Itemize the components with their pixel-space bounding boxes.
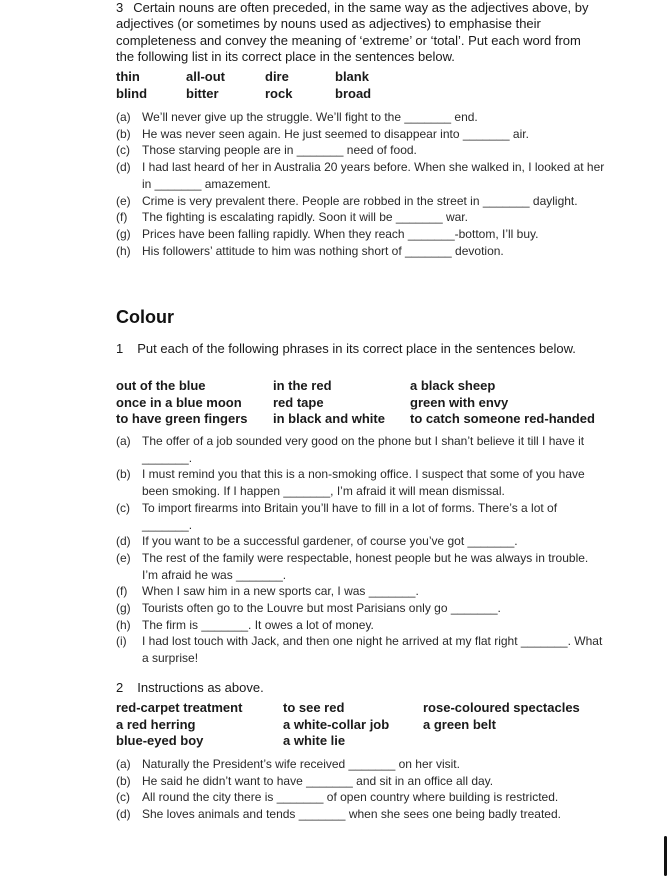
- page-edge-mark: [664, 836, 667, 876]
- list-item: [116, 789, 606, 806]
- item-text: Those starving people are in _______ need of food.: [142, 143, 417, 158]
- exercise-3-instruction: [116, 0, 596, 65]
- phrase-row: [116, 378, 595, 395]
- list-item: [116, 209, 606, 226]
- item-text: We’ll never give up the struggle. We’ll fight to the _______ end.: [142, 110, 478, 124]
- word-row: [116, 69, 371, 86]
- exercise-number: 1: [116, 341, 124, 356]
- item-label: (a): [116, 757, 131, 771]
- item-text: The firm is _______. It owes a lot of money.: [142, 617, 374, 632]
- item-label: (b): [116, 773, 131, 788]
- item-label: (f): [116, 210, 128, 225]
- phrase: blue-eyed boy: [116, 733, 204, 748]
- word: dire: [265, 69, 289, 84]
- item-label: (h): [116, 617, 131, 632]
- item-text: She loves animals and tends _______ when she sees one being badly treated.: [142, 807, 561, 822]
- list-item: [116, 159, 606, 192]
- item-label: (i): [116, 634, 127, 649]
- instruction-text: Certain nouns are often preceded, in the same way as the adjectives above, by adjectives (or sometimes by nouns used as adjectives) to emphasise their completeness and convey the meaning of ‘extreme’ or ‘total’. Put each word from the following list in its correct place in the sentences below.: [116, 0, 589, 64]
- instruction-text: Put each of the following phrases in its correct place in the sentences below.: [137, 341, 576, 356]
- item-label: (c): [116, 500, 130, 515]
- item-text: To import firearms into Britain you’ll have to fill in a lot of forms. There’s a lot of _______.: [142, 500, 558, 532]
- item-text: Tourists often go to the Louvre but most Parisians only go _______.: [142, 601, 501, 616]
- list-item: [116, 226, 606, 243]
- item-label: (c): [116, 143, 130, 158]
- exercise-number: 2: [116, 680, 124, 695]
- exercise-3-sentences: [116, 109, 606, 259]
- phrase: a green belt: [423, 716, 496, 732]
- phrase-row: [116, 700, 580, 717]
- list-item: [116, 433, 606, 466]
- item-label: (d): [116, 534, 131, 549]
- phrase: to see red: [283, 700, 345, 715]
- item-text: His followers’ attitude to him was nothing short of _______ devotion.: [142, 243, 504, 258]
- list-item: [116, 617, 606, 634]
- list-item: [116, 583, 606, 600]
- item-text: He said he didn’t want to have _______ and sit in an office all day.: [142, 773, 494, 788]
- phrase: green with envy: [410, 394, 509, 410]
- list-item: [116, 533, 606, 550]
- item-text: The offer of a job sounded very good on the phone but I shan’t believe it till I have it _______.: [142, 434, 585, 465]
- phrase: red-carpet treatment: [116, 700, 243, 715]
- phrase: red tape: [273, 394, 324, 410]
- colour-exercise-2-sentences: [116, 756, 606, 823]
- word: bitter: [186, 85, 219, 101]
- word: blind: [116, 85, 148, 101]
- item-label: (e): [116, 193, 131, 208]
- item-text: I had last heard of her in Australia 20 years before. When she walked in, I looked at her in _______ amazement.: [142, 160, 605, 191]
- exercise-number: 3: [116, 0, 124, 15]
- phrase: rose-coloured spectacles: [423, 700, 580, 715]
- item-label: (c): [116, 790, 130, 805]
- list-item: [116, 243, 606, 260]
- list-item: [116, 550, 606, 583]
- item-text: Crime is very prevalent there. People are robbed in the street in _______ daylight.: [142, 193, 578, 208]
- item-text: All round the city there is _______ of open country where building is restricted.: [142, 790, 559, 805]
- colour-exercise-1-sentences: [116, 433, 606, 667]
- item-label: (a): [116, 110, 131, 124]
- list-item: [116, 600, 606, 617]
- item-text: I must remind you that this is a non-smoking office. I suspect that some of you have been smoking. If I happen _______, I’m afraid it will mean dismissal.: [142, 467, 585, 499]
- item-label: (b): [116, 126, 131, 141]
- item-label: (d): [116, 807, 131, 822]
- item-label: (e): [116, 550, 131, 565]
- phrase: in black and white: [273, 411, 385, 426]
- item-label: (b): [116, 467, 131, 482]
- colour-exercise-2-phrase-list: [116, 700, 580, 750]
- word: all-out: [186, 69, 225, 84]
- phrase: once in a blue moon: [116, 394, 242, 410]
- phrase-row: [116, 411, 595, 428]
- phrase: in the red: [273, 378, 332, 393]
- phrase: a white-collar job: [283, 716, 390, 732]
- list-item: [116, 466, 606, 499]
- item-label: (a): [116, 434, 131, 448]
- phrase: to catch someone red-handed: [410, 411, 595, 426]
- phrase: to have green fingers: [116, 411, 248, 426]
- item-text: When I saw him in a new sports car, I was _______.: [142, 584, 419, 599]
- phrase: a black sheep: [410, 378, 496, 393]
- item-text: Prices have been falling rapidly. When they reach _______-bottom, I’ll buy.: [142, 226, 539, 241]
- item-text: I had lost touch with Jack, and then one night he arrived at my flat right _______. What a surprise!: [142, 634, 603, 666]
- list-item: [116, 126, 606, 143]
- list-item: [116, 500, 606, 533]
- phrase-row: [116, 733, 580, 750]
- exercise-3-word-list: [116, 69, 371, 102]
- item-text: He was never seen again. He just seemed to disappear into _______ air.: [142, 126, 529, 141]
- item-label: (f): [116, 584, 128, 599]
- item-label: (g): [116, 226, 131, 241]
- word-row: [116, 86, 371, 103]
- list-item: [116, 756, 606, 773]
- item-text: If you want to be a successful gardener, of course you’ve got _______.: [142, 534, 518, 549]
- phrase: a red herring: [116, 716, 196, 732]
- list-item: [116, 773, 606, 790]
- list-item: [116, 633, 606, 666]
- phrase-row: [116, 717, 580, 734]
- word: blank: [335, 69, 369, 84]
- colour-exercise-2-instruction: [116, 680, 596, 696]
- colour-exercise-1-phrase-list: [116, 378, 595, 428]
- item-label: (h): [116, 243, 131, 258]
- item-label: (g): [116, 601, 131, 616]
- word: rock: [265, 85, 293, 101]
- item-text: The fighting is escalating rapidly. Soon it will be _______ war.: [142, 210, 468, 225]
- section-heading: Colour: [116, 307, 174, 327]
- phrase: out of the blue: [116, 378, 206, 393]
- word: thin: [116, 69, 140, 84]
- phrase: a white lie: [283, 733, 346, 748]
- word: broad: [335, 85, 372, 101]
- item-text: The rest of the family were respectable, honest people but he was always in trouble. I’m afraid he was _______.: [142, 550, 589, 582]
- item-label: (d): [116, 160, 131, 175]
- item-text: Naturally the President’s wife received _______ on her visit.: [142, 757, 460, 771]
- phrase-row: [116, 395, 595, 412]
- list-item: [116, 109, 606, 126]
- list-item: [116, 193, 606, 210]
- instruction-text: Instructions as above.: [137, 680, 264, 695]
- list-item: [116, 806, 606, 823]
- list-item: [116, 142, 606, 159]
- colour-exercise-1-instruction: [116, 341, 596, 357]
